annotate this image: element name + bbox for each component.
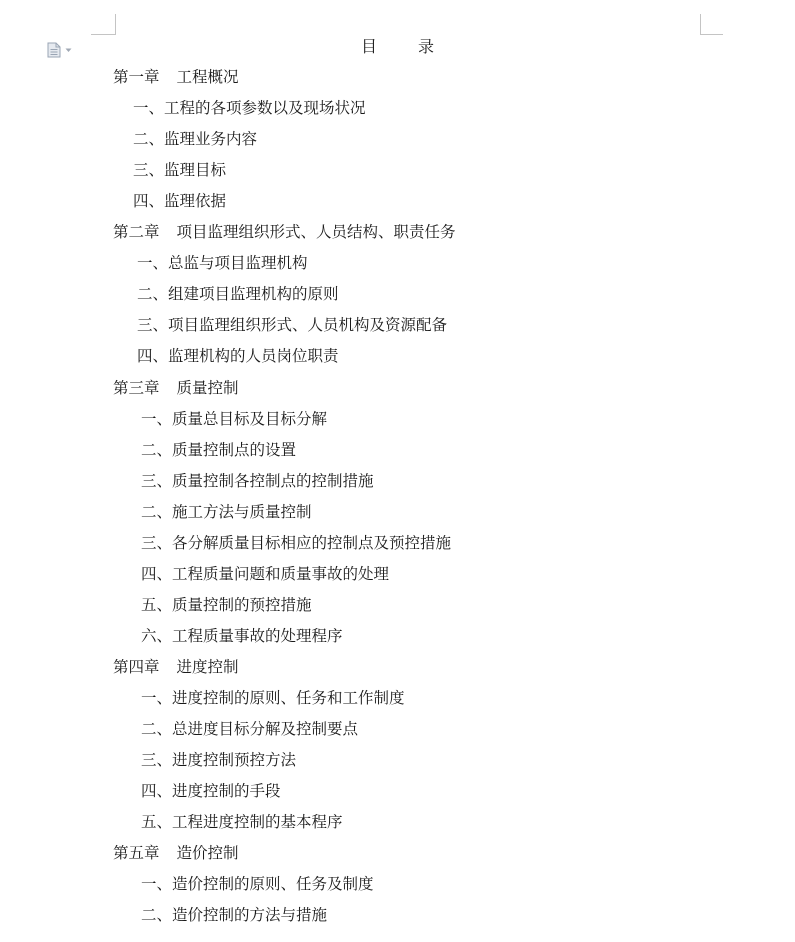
- toc-title: 目 录: [360, 37, 453, 56]
- toc-entry[interactable]: 一、进度控制的原则、任务和工作制度: [141, 689, 405, 707]
- toc-entry[interactable]: 三、监理目标: [133, 161, 227, 180]
- toc-entry[interactable]: 五、工程进度控制的基本程序: [141, 813, 343, 832]
- chapter-title: 项目监理组织形式、人员结构、职责任务: [176, 223, 456, 242]
- chapter-title: 工程概况: [176, 68, 239, 86]
- toc-entry[interactable]: 三、项目监理组织形式、人员机构及资源配备: [137, 316, 448, 335]
- toc-entry[interactable]: 三、各分解质量目标相应的控制点及预控措施: [141, 533, 452, 552]
- page-corner-mark-top-left: [91, 14, 116, 35]
- toc-entry[interactable]: 二、组建项目监理机构的原则: [137, 285, 339, 304]
- toc-entry[interactable]: 二、质量控制点的设置: [141, 440, 297, 459]
- toc-entry[interactable]: 三、质量控制各控制点的控制措施: [141, 471, 374, 490]
- toc-entry[interactable]: 四、监理机构的人员岗位职责: [137, 347, 339, 366]
- toc-entry[interactable]: 二、施工方法与质量控制: [141, 502, 312, 521]
- toc-entry[interactable]: 二、造价控制的方法与措施: [141, 906, 328, 925]
- toc-chapter-heading[interactable]: [113, 67, 239, 87]
- chapter-title: 造价控制: [176, 844, 239, 863]
- toc-chapter-heading[interactable]: [113, 378, 239, 398]
- chapter-number: 第三章: [113, 378, 160, 397]
- chapter-number: 第二章: [113, 223, 160, 242]
- toc-entry[interactable]: 一、工程的各项参数以及现场状况: [133, 99, 366, 118]
- toc-entry[interactable]: 三、进度控制预控方法: [141, 751, 297, 770]
- toc-entry[interactable]: 五、质量控制的预控措施: [141, 595, 312, 614]
- toc-entry[interactable]: 二、监理业务内容: [133, 130, 258, 149]
- toc-entry[interactable]: 四、监理依据: [133, 192, 227, 211]
- toc-entry[interactable]: 一、总监与项目监理机构: [137, 254, 308, 273]
- toc-entry[interactable]: 一、造价控制的原则、任务及制度: [141, 875, 374, 894]
- page-corner-mark-top-right: [700, 14, 723, 35]
- toc-entry[interactable]: 二、总进度目标分解及控制要点: [141, 720, 359, 739]
- chapter-number: 第五章: [113, 844, 160, 863]
- chapter-number: 第一章: [113, 68, 160, 86]
- toc-entry[interactable]: 一、质量总目标及目标分解: [141, 409, 328, 428]
- chapter-title: 进度控制: [176, 657, 239, 676]
- toc-chapter-heading[interactable]: [113, 657, 239, 677]
- toc-chapter-heading[interactable]: [113, 222, 456, 242]
- toc-entry[interactable]: 四、工程质量问题和质量事故的处理: [141, 564, 390, 583]
- toc-entry[interactable]: 四、进度控制的手段: [141, 782, 281, 801]
- toc-chapter-heading[interactable]: [113, 843, 239, 863]
- toc-entry[interactable]: 六、工程质量事故的处理程序: [141, 626, 343, 645]
- chapter-title: 质量控制: [176, 378, 239, 397]
- chapter-number: 第四章: [113, 657, 160, 676]
